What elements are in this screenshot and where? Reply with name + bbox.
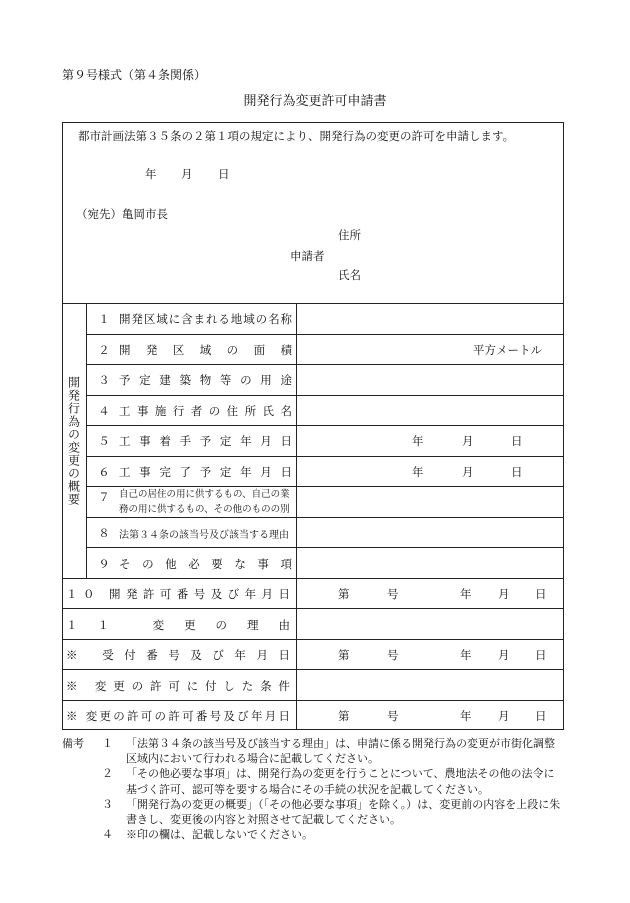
form-number: 第９号様式（第４条関係）	[62, 68, 207, 82]
permit-year-label: 年	[460, 587, 472, 601]
note-number: １	[102, 737, 113, 750]
receipt-month-label: 月	[498, 648, 510, 662]
row-label-permit-number: １０ 開発許可番号及び年月日	[66, 587, 290, 601]
summary-vertical-label: 開発行為の変更の概要	[66, 376, 81, 506]
receipt-dai-label: 第	[338, 648, 350, 662]
row-number: ３	[98, 373, 110, 387]
row-label-contractor: 工事施行者の住所氏名	[119, 404, 292, 418]
date-year-label: 年	[145, 167, 157, 181]
remarks-section	[62, 736, 562, 842]
end-year-label: 年	[412, 465, 424, 479]
row-label-area-name: 開発区域に含まれる地域の名称	[119, 312, 292, 326]
receipt-year-label: 年	[460, 648, 472, 662]
note-number: ３	[102, 797, 113, 811]
start-day-label: 日	[511, 434, 523, 448]
row-label-area-size: 開発区域の面積	[119, 343, 292, 357]
end-day-label: 日	[511, 465, 523, 479]
receipt-day-label: 日	[535, 648, 547, 662]
permit-go-label: 号	[387, 587, 399, 601]
remarks-heading: 備考	[62, 737, 84, 750]
row-label-use-type: 自己の居住の用に供するもの、自己の業 務の用に供するもの、その他のものの別	[119, 489, 290, 515]
row-label-other-matters: その他必要な事項	[119, 557, 292, 571]
area-unit: 平方メートル	[473, 343, 542, 357]
receipt-go-label: 号	[387, 648, 399, 662]
permit-month-label: 月	[498, 587, 510, 601]
address-label: 住所	[338, 228, 361, 242]
row-label-change-reason: １１ 変更の理由	[66, 618, 290, 632]
change-permit-month-label: 月	[498, 709, 510, 723]
row-label-change-permit-number: ※ 変更の許可の許可番号及び年月日	[66, 709, 290, 723]
row-number: ７	[98, 490, 110, 504]
start-year-label: 年	[412, 434, 424, 448]
row-label-end-date: 工事完了予定年月日	[119, 465, 292, 479]
row-number: ６	[98, 465, 110, 479]
row-label-start-date: 工事着手予定年月日	[119, 434, 292, 448]
note-text: 「開発行為の変更の概要」（「その他必要な事項」を除く。）は、変更前の内容を上段に朱書きし、変更後の内容と対照させて記載してください。	[126, 797, 561, 827]
row-number: ４	[98, 404, 110, 418]
note-number: ２	[102, 767, 113, 781]
row-label-receipt-number: ※ 受付番号及び年月日	[66, 648, 290, 662]
note-text: 「その他必要な事項」は、開発行為の変更を行うことについて、農地法その他の法令に基づく許可、認可等を要する場合にその手続の状況を記載してください。	[126, 767, 555, 796]
row-label-article34: 法第３４条の該当号及び該当する理由	[119, 530, 289, 541]
change-permit-dai-label: 第	[338, 709, 350, 723]
row-number: １	[98, 312, 110, 326]
change-permit-year-label: 年	[460, 709, 472, 723]
permit-dai-label: 第	[338, 587, 350, 601]
name-label: 氏名	[338, 268, 361, 282]
note-text: 「法第３４条の該当号及び該当する理由」は、申請に係る開発行為の変更が市街化調整区域内において行われる場合に記載してください。	[126, 737, 555, 766]
date-month-label: 月	[181, 167, 193, 181]
page-title: 開発行為変更許可申請書	[243, 94, 387, 109]
row-number: ５	[98, 434, 110, 448]
permit-day-label: 日	[535, 587, 547, 601]
row-number: ８	[98, 526, 110, 540]
row-label-building-use: 予定建築物等の用途	[119, 373, 292, 387]
addressee: （宛先）亀岡市長	[76, 207, 168, 221]
note-text: ※印の欄は、記載しないでください。	[126, 828, 313, 842]
end-month-label: 月	[462, 465, 474, 479]
row-label-conditions: ※ 変更の許可に付した条件	[66, 679, 290, 693]
intro-statement: 都市計画法第３５条の２第１項の規定により、開発行為の変更の許可を申請します。	[78, 129, 515, 143]
row-number: ２	[98, 343, 110, 357]
change-permit-day-label: 日	[535, 709, 547, 723]
applicant-label: 申請者	[290, 249, 325, 263]
start-month-label: 月	[462, 434, 474, 448]
row-number: ９	[98, 557, 110, 571]
note-number: ４	[102, 828, 113, 842]
date-day-label: 日	[218, 167, 230, 181]
change-permit-go-label: 号	[387, 709, 399, 723]
